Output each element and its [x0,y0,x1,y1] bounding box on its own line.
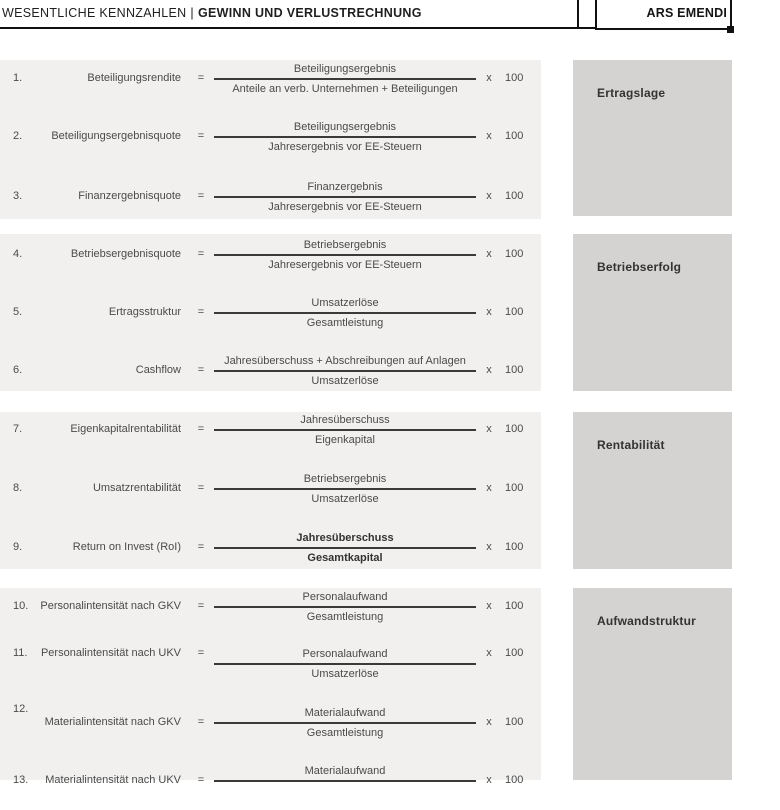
fraction-numerator: Personalaufwand [302,648,388,660]
equals-sign: = [197,130,205,142]
kpi-name: Materialintensität nach GKV [44,716,181,728]
row-number: 4. [13,248,23,260]
fraction-line [214,488,476,490]
fraction-denominator: Anteile an verb. Unternehmen + Beteiligungen [232,83,458,95]
factor-value: 100 [505,482,524,494]
equals-sign: = [197,541,205,553]
category-box-betriebserfolg [573,234,732,391]
factor-value: 100 [505,647,524,659]
equals-sign: = [197,600,205,612]
fraction [214,226,476,284]
fraction [214,342,476,400]
fraction-numerator: Jahresüberschuss [300,414,390,426]
fraction-denominator: Jahresergebnis vor EE-Steuern [268,259,422,271]
fraction-denominator: Eigenkapital [315,434,375,446]
fraction-denominator: Gesamtkapital [307,552,383,564]
fraction-numerator: Betriebsergebnis [303,239,387,251]
equals-sign: = [197,647,205,659]
factor-value: 100 [505,364,524,376]
kpi-row-10 [0,578,541,636]
row-number: 2. [13,130,23,142]
times-sign: x [486,774,492,786]
times-sign: x [486,248,492,260]
factor-value: 100 [505,716,524,728]
fraction-line [214,78,476,80]
kpi-row-12 [0,694,541,752]
fraction-denominator: Umsatzerlöse [311,375,379,387]
fraction-line [214,429,476,431]
factor-value: 100 [505,600,524,612]
kpi-name: Ertragsstruktur [108,306,181,318]
fraction [214,108,476,166]
kpi-row-8 [0,460,541,518]
fraction-numerator: Materialaufwand [304,707,386,719]
factor-value: 100 [505,541,524,553]
fraction-line [214,196,476,198]
fraction-numerator: Jahresüberschuss + Abschreibungen auf Anlagen [224,355,466,367]
fraction-line [214,606,476,608]
factor-value: 100 [505,248,524,260]
fraction [214,578,476,636]
equals-sign: = [197,423,205,435]
page-title-prefix: WESENTLICHE KENNZAHLEN [2,6,187,20]
equals-sign: = [197,716,205,728]
kpi-name: Cashflow [135,364,181,376]
kpi-row-6 [0,342,541,400]
row-number: 7. [13,423,23,435]
fraction [214,401,476,459]
row-number: 5. [13,306,23,318]
category-box-aufwandstruktur [573,588,732,780]
factor-value: 100 [505,130,524,142]
kpi-row-11 [0,635,541,693]
times-sign: x [486,130,492,142]
times-sign: x [486,541,492,553]
page-title-main: GEWINN UND VERLUSTRECHNUNG [197,6,422,20]
fraction-line [214,722,476,724]
equals-sign: = [197,248,205,260]
equals-sign: = [197,364,205,376]
kpi-name: Return on Invest (RoI) [72,541,181,553]
times-sign: x [486,600,492,612]
times-sign: x [486,423,492,435]
fraction-numerator: Betriebsergebnis [303,473,387,485]
fraction [214,694,476,752]
kpi-name: Eigenkapitalrentabilität [70,423,181,435]
kpi-row-13 [0,752,541,810]
fraction-line [214,547,476,549]
fraction-denominator: Umsatzerlöse [311,493,379,505]
times-sign: x [486,364,492,376]
row-number: 11. [13,647,28,659]
row-number: 13. [13,774,29,786]
times-sign: x [486,190,492,202]
row-number: 3. [13,190,23,202]
header-cell-divider [577,0,579,27]
fraction-denominator: Jahresergebnis vor EE-Steuern [268,141,422,153]
factor-value: 100 [505,306,524,318]
kpi-row-9 [0,519,541,577]
fraction-line [214,254,476,256]
fraction-line [214,136,476,138]
row-number: 6. [13,364,23,376]
factor-value: 100 [505,774,524,786]
equals-sign: = [197,774,205,786]
category-label: Rentabilität [597,438,665,452]
fraction [214,635,476,693]
category-label: Ertragslage [597,86,666,100]
fraction-numerator: Jahresüberschuss [296,532,394,544]
fraction [214,284,476,342]
page-title [2,6,422,20]
row-number: 12. [13,703,29,715]
fraction-denominator: Gesamtleistung [306,317,384,329]
fraction-numerator: Beteiligungsergebnis [293,63,397,75]
fraction [214,460,476,518]
fraction-numerator: Finanzergebnis [307,181,383,193]
brand-box [595,0,732,30]
fraction-line [214,370,476,372]
fraction [214,519,476,577]
kpi-row-4 [0,226,541,284]
kpi-name: Umsatzrentabilität [92,482,181,494]
factor-value: 100 [505,190,524,202]
kpi-row-7 [0,401,541,459]
times-sign: x [486,647,492,659]
fraction-numerator: Beteiligungsergebnis [293,121,397,133]
fraction-numerator: Personalaufwand [302,591,388,603]
fraction-denominator: Umsatzerlöse [311,668,379,680]
kpi-row-5 [0,284,541,342]
row-number: 10. [13,600,29,612]
times-sign: x [486,72,492,84]
kpi-name: Personalintensität nach UKV [40,647,181,659]
factor-value: 100 [505,423,524,435]
category-box-ertragslage [573,60,732,216]
fraction-numerator: Umsatzerlöse [311,297,379,309]
kpi-row-1 [0,50,541,108]
kpi-name: Personalintensität nach GKV [40,600,181,612]
fraction-denominator: Jahresergebnis vor EE-Steuern [268,201,422,213]
equals-sign: = [197,482,205,494]
equals-sign: = [197,306,205,318]
category-box-rentabilitaet [573,412,732,569]
times-sign: x [486,306,492,318]
kpi-name: Betriebsergebnisquote [70,248,181,260]
fraction [214,50,476,108]
kpi-name: Materialintensität nach UKV [45,774,181,786]
category-label: Betriebserfolg [597,260,682,274]
selection-handle [727,26,734,33]
factor-value: 100 [505,72,524,84]
equals-sign: = [197,72,205,84]
fraction [214,752,476,810]
fraction-line [214,663,476,665]
times-sign: x [486,716,492,728]
fraction-line [214,312,476,314]
row-number: 8. [13,482,23,494]
kpi-name: Finanzergebnisquote [78,190,181,202]
kpi-row-3 [0,168,541,226]
times-sign: x [486,482,492,494]
fraction [214,168,476,226]
kpi-row-2 [0,108,541,166]
brand-label: ARS EMENDI [646,6,727,20]
fraction-denominator: Gesamtleistung [306,727,384,739]
kpi-name: Beteiligungsrendite [87,72,181,84]
category-label: Aufwandstruktur [597,614,696,628]
equals-sign: = [197,190,205,202]
fraction-numerator: Materialaufwand [304,765,386,777]
row-number: 1. [13,72,23,84]
kpi-name: Beteiligungsergebnisquote [51,130,181,142]
page-title-divider: | [190,6,194,20]
fraction-denominator: Gesamtleistung [306,611,384,623]
row-number: 9. [13,541,23,553]
header-underline [0,27,596,29]
fraction-line [214,780,476,782]
